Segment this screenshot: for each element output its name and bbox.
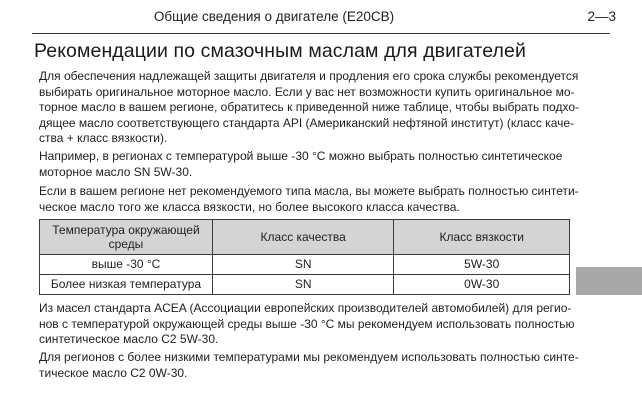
text-line: ческое масло того же класса вязкости, но более высокого класса качества. bbox=[39, 199, 460, 214]
cell-viscosity: 0W-30 bbox=[394, 275, 570, 295]
header-viscosity-class: Класс вязкости bbox=[394, 220, 570, 255]
text-line: торное масло в вашем регионе, обратитесь к приведенной ниже таблице, чтобы выбрать подхо- bbox=[39, 100, 579, 115]
header-title: Общие сведения о двигателе (E20CB) bbox=[153, 9, 395, 24]
chapter-side-tab bbox=[576, 267, 642, 295]
text-line: тическое масло C2 0W-30. bbox=[39, 365, 188, 380]
text-line: Для обеспечения надлежащей защиты двигателя и продления его срока службы рекомендуется bbox=[39, 69, 579, 83]
text-line: нов с температурой окружающей среды выше -30 °C мы рекомендуем использовать полностью bbox=[39, 316, 575, 331]
header-quality-class: Класс качества bbox=[212, 220, 394, 255]
text-line: выбирать оригинальное моторное масло. Если у вас нет возможности купить оригинальное мо- bbox=[39, 84, 575, 99]
text-line: Для регионов с более низкими температурами мы рекомендуем использовать полностью синте- bbox=[39, 350, 579, 364]
text-line: синтетическое масло C2 5W-30. bbox=[39, 332, 219, 347]
table-row bbox=[40, 275, 570, 295]
header-text-line: среды bbox=[108, 237, 144, 251]
table-row bbox=[40, 255, 570, 275]
cell-temperature: Более низкая температура bbox=[40, 275, 213, 295]
section-title: Рекомендации по смазочным маслам для двигателей bbox=[34, 40, 526, 62]
paragraph-intro bbox=[39, 69, 579, 147]
text-line: моторное масло SN 5W-30. bbox=[39, 164, 193, 179]
paragraph-example bbox=[39, 149, 571, 180]
header-divider bbox=[32, 33, 610, 34]
page-number: 2—3 bbox=[587, 9, 616, 24]
text-line: Например, в регионах с температурой выше -30 °C можно выбрать полностью синтетическое bbox=[39, 149, 563, 163]
text-line: ства + класс вязкости). bbox=[39, 131, 168, 146]
text-line: дящее масло соответствующего стандарта API (Американский нефтяной институт) (класс каче- bbox=[39, 115, 575, 130]
paragraph-acea bbox=[39, 301, 575, 348]
text-line: Из масел стандарта ACEA (Ассоциации европейских производителей автомобилей) для регио- bbox=[39, 301, 572, 315]
text-line: Если в вашем регионе нет рекомендуемого типа масла, вы можете выбрать полностью синтети- bbox=[39, 184, 579, 198]
cell-viscosity: 5W-30 bbox=[394, 255, 570, 275]
cell-quality: SN bbox=[212, 255, 394, 275]
header-temperature bbox=[40, 220, 213, 255]
table-header-row bbox=[40, 220, 570, 255]
cell-temperature: выше -30 °C bbox=[40, 255, 213, 275]
cell-quality: SN bbox=[212, 275, 394, 295]
paragraph-low-temp bbox=[39, 350, 579, 381]
paragraph-alternative bbox=[39, 184, 579, 215]
oil-spec-table bbox=[39, 219, 570, 295]
header-text-line: Температура окружающей bbox=[52, 223, 200, 237]
